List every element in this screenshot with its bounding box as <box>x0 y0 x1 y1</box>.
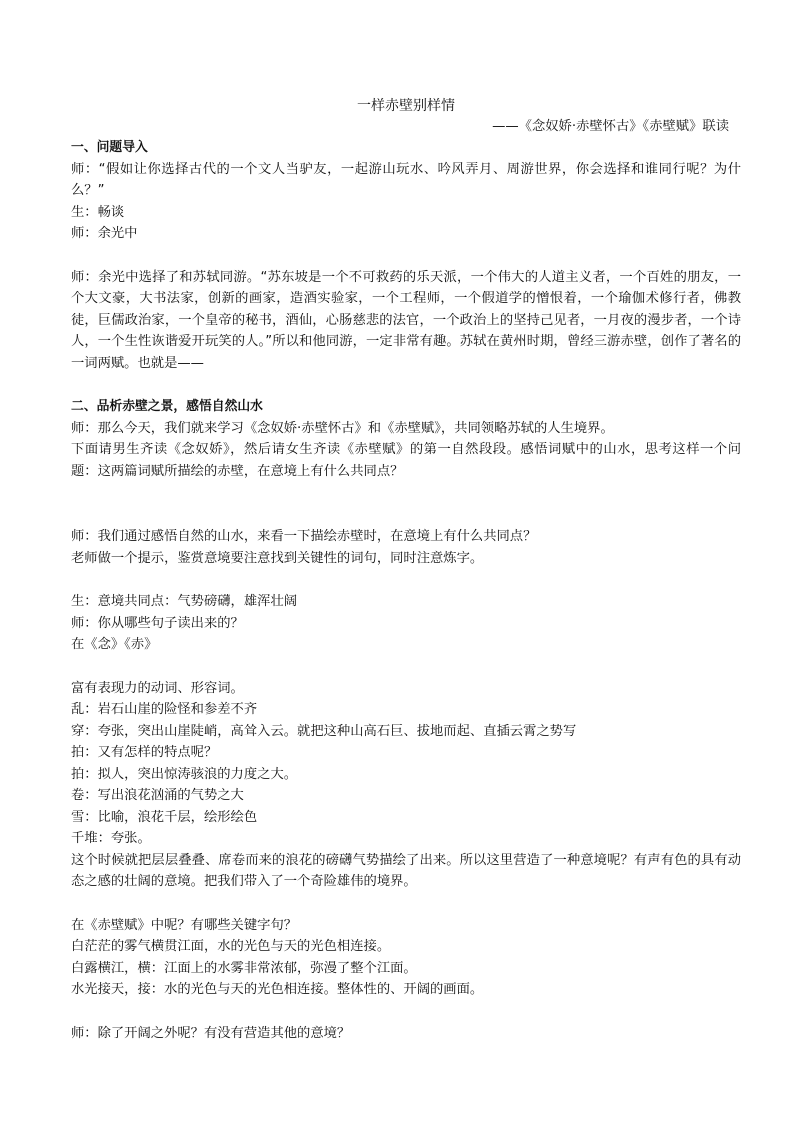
document-body <box>71 95 741 1044</box>
blank-line <box>71 656 741 678</box>
paragraph: 千堆：夸张。 <box>71 831 151 846</box>
paragraph: 师：除了开阔之外呢？有没有营造其他的意境？ <box>71 1025 351 1041</box>
paragraph: 拍：又有怎样的特点呢？ <box>71 745 218 760</box>
paragraph: 在《念》《赤》 <box>71 637 158 652</box>
blank-line <box>71 245 741 267</box>
paragraph: 卷：写出浪花汹涌的气势之大 <box>71 788 244 803</box>
document-title: 一样赤壁别样情 <box>357 98 455 114</box>
paragraph: 师：余光中选择了和苏轼同游。“苏东坡是一个不可救药的乐天派，一个伟大的人道主义者，一个百姓的朋友，一个大文豪，大书法家，创新的画家，造酒实验家，一个工程师，一个假道学的憎恨着，一个瑜伽术修行者，佛教徒，巨儒政治家，一个皇帝的秘书，酒仙，心肠慈悲的法官，一个政治上的坚持己见者，一月夜的漫步者，一个诗人，一个生性诙谐爱开玩笑的人。”所以和他同游，一定非常有趣。苏轼在黄州时期，曾经三游赤壁，创作了著名的一词两赋。也就是—— <box>71 269 741 371</box>
blank-line <box>71 893 741 915</box>
paragraph: 下面请男生齐读《念奴娇》，然后请女生齐读《赤壁赋》的第一自然段段。感悟词赋中的山水，思考这样一个问题：这两篇词赋所描绘的赤壁，在意境上有什么共同点？ <box>71 442 741 479</box>
paragraph: 水光接天，接：水的光色与天的光色相连接。整体性的、开阔的画面。 <box>71 982 484 997</box>
paragraph: 拍：拟人，突出惊涛骇浪的力度之大。 <box>71 766 298 782</box>
blank-line <box>71 569 741 591</box>
document-subtitle: ——《念奴娇·赤壁怀古》《赤壁赋》联读 <box>492 119 729 134</box>
paragraph: 白茫茫的雾气横贯江面，水的光色与天的光色相连接。 <box>71 939 391 954</box>
paragraph: 这个时候就把层层叠叠、席卷而来的浪花的磅礴气势描绘了出来。所以这里营造了一种意境呢？有声有色的具有动态之感的壮阔的意境。把我们带入了一个奇险雄伟的境界。 <box>71 852 741 889</box>
paragraph: 师：“假如让你选择古代的一个文人当驴友，一起游山玩水、吟风弄月、周游世界，你会选择和谁同行呢？为什么？” <box>71 161 741 198</box>
paragraph: 师：你从哪些句子读出来的？ <box>71 615 244 631</box>
paragraph: 老师做一个提示，鉴赏意境要注意找到关键性的词句，同时注意炼字。 <box>71 550 484 566</box>
paragraph: 乱：岩石山崖的险怪和参差不齐 <box>71 702 258 717</box>
paragraph: 师：那么今天，我们就来学习《念奴娇·赤壁怀古》和《赤壁赋》，共同领略苏轼的人生境界。 <box>71 420 614 436</box>
paragraph: 师：我们通过感悟自然的山水，来看一下描绘赤壁时，在意境上有什么共同点？ <box>71 529 537 544</box>
paragraph: 富有表现力的动词、形容词。 <box>71 680 244 696</box>
blank-line <box>71 1001 741 1023</box>
section-heading-2: 二、品析赤壁之景，感悟自然山水 <box>71 399 263 414</box>
paragraph: 在《赤壁赋》中呢？有哪些关键字句？ <box>71 917 298 933</box>
blank-space <box>71 482 741 526</box>
paragraph: 白露横江，横：江面上的水雾非常浓郁，弥漫了整个江面。 <box>71 960 417 976</box>
paragraph: 穿：夸张，突出山崖陡峭，高耸入云。就把这种山高石巨、拔地而起、直插云霄之势写 <box>71 723 577 739</box>
paragraph: 生：畅谈 <box>71 204 125 220</box>
paragraph: 生：意境共同点：气势磅礴，雄浑壮阔 <box>71 594 298 609</box>
section-heading-1: 一、问题导入 <box>71 140 148 155</box>
blank-line <box>71 374 741 396</box>
paragraph: 雪：比喻，浪花千层，绘形绘色 <box>71 809 258 825</box>
paragraph: 师：余光中 <box>71 226 138 241</box>
